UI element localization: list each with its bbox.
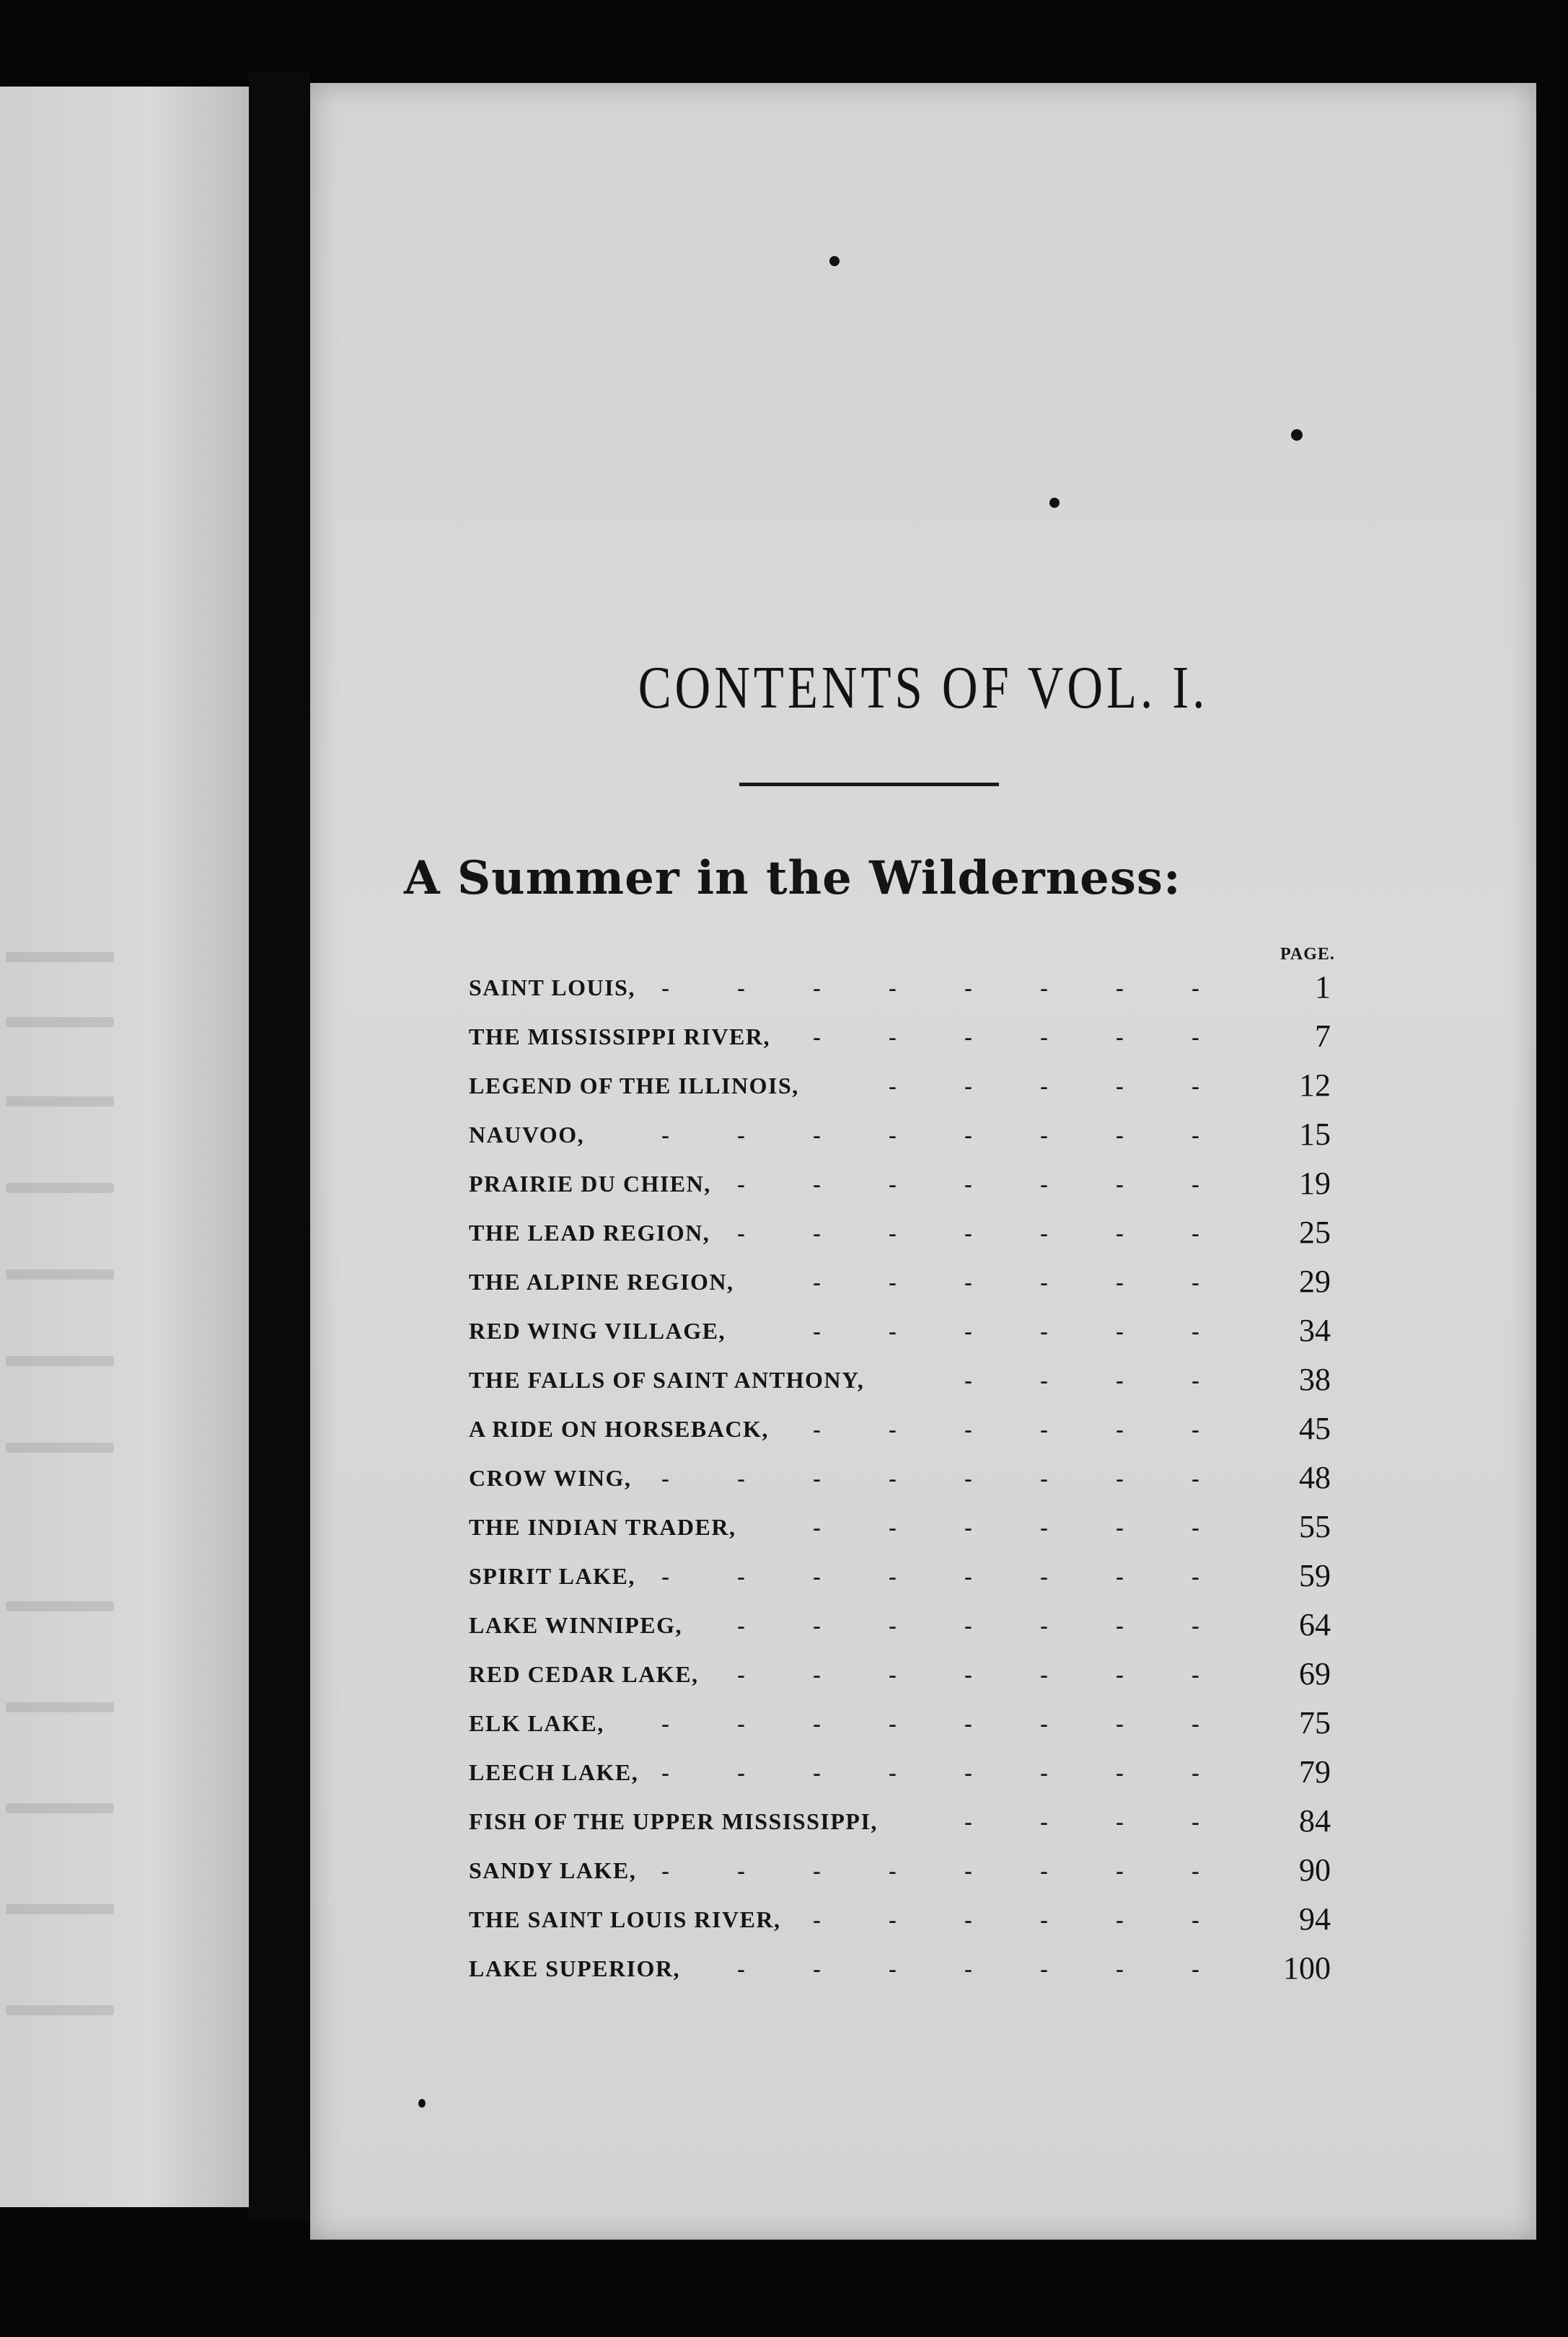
toc-entry: [469, 1748, 1331, 1797]
faint-text-line: [6, 1601, 114, 1611]
entry-page-number: 25: [1299, 1215, 1331, 1250]
faint-text-line: [6, 1803, 114, 1813]
toc-entry: [469, 1699, 1331, 1748]
entry-page-number: 19: [1299, 1166, 1331, 1201]
toc-entry: [469, 1650, 1331, 1699]
faint-text-line: [6, 1702, 114, 1712]
faint-text-line: [6, 1356, 114, 1366]
toc-entry: [469, 1846, 1331, 1895]
ink-speck: [829, 256, 840, 266]
toc-entry: [469, 1257, 1331, 1306]
entry-title: ELK LAKE,: [469, 1710, 604, 1736]
contents-list: [469, 963, 1331, 1993]
entry-title: CROW WING,: [469, 1465, 632, 1491]
toc-entry: [469, 963, 1331, 1012]
toc-entry: [469, 1453, 1331, 1502]
entry-title: SPIRIT LAKE,: [469, 1563, 635, 1589]
facing-page-edge: [0, 87, 249, 2207]
entry-title: RED CEDAR LAKE,: [469, 1661, 699, 1687]
toc-entry: [469, 1895, 1331, 1944]
leader-dashes: - - - -: [964, 1808, 1199, 1834]
faint-text-line: [6, 1183, 114, 1193]
entry-page-number: 94: [1299, 1901, 1331, 1937]
toc-entry: [469, 1355, 1331, 1404]
faint-text-line: [6, 952, 114, 962]
entry-title: RED WING VILLAGE,: [469, 1318, 726, 1344]
entry-page-number: 7: [1315, 1018, 1331, 1054]
entry-title: THE INDIAN TRADER,: [469, 1514, 736, 1540]
faint-text-line: [6, 1443, 114, 1453]
leader-dashes: - - - - - - -: [737, 1661, 1199, 1687]
toc-entry: [469, 1552, 1331, 1601]
toc-entry: [469, 1797, 1331, 1846]
toc-entry: [469, 1944, 1331, 1993]
ink-speck: [418, 2099, 426, 2108]
entry-page-number: 69: [1299, 1656, 1331, 1691]
entry-title: LEECH LAKE,: [469, 1759, 639, 1785]
entry-page-number: 12: [1299, 1068, 1331, 1103]
title-rule: [739, 783, 999, 786]
toc-entry: [469, 1404, 1331, 1453]
entry-title: THE LEAD REGION,: [469, 1220, 710, 1246]
page-column-label: PAGE.: [1280, 945, 1335, 964]
entry-page-number: 1: [1315, 969, 1331, 1005]
toc-entry: [469, 1502, 1331, 1552]
entry-title: THE FALLS OF SAINT ANTHONY,: [469, 1367, 865, 1393]
entry-title: A RIDE ON HORSEBACK,: [469, 1416, 769, 1442]
toc-entry: [469, 1012, 1331, 1061]
leader-dashes: - - - - - -: [813, 1318, 1199, 1344]
leader-dashes: - - - - - - -: [737, 1220, 1199, 1246]
page-title: CONTENTS OF VOL. I.: [638, 654, 1209, 721]
toc-entry: [469, 1159, 1331, 1208]
entry-title: FISH OF THE UPPER MISSISSIPPI,: [469, 1808, 878, 1834]
entry-title: LEGEND OF THE ILLINOIS,: [469, 1073, 799, 1099]
faint-text-line: [6, 1096, 114, 1106]
leader-dashes: - - - - - - - -: [661, 1710, 1199, 1736]
toc-entry: [469, 1306, 1331, 1355]
entry-title: LAKE SUPERIOR,: [469, 1955, 681, 1981]
entry-page-number: 15: [1299, 1117, 1331, 1152]
faint-text-line: [6, 1017, 114, 1027]
contents-page: [310, 83, 1536, 2240]
entry-title: LAKE WINNIPEG,: [469, 1612, 683, 1638]
entry-page-number: 64: [1299, 1607, 1331, 1642]
entry-title: THE ALPINE REGION,: [469, 1269, 734, 1295]
entry-title: NAUVOO,: [469, 1122, 585, 1148]
leader-dashes: - - - - - - -: [737, 1612, 1199, 1638]
leader-dashes: - - - - - -: [813, 1514, 1199, 1540]
entry-page-number: 75: [1299, 1705, 1331, 1740]
entry-title: SANDY LAKE,: [469, 1857, 637, 1883]
faint-text-line: [6, 1269, 114, 1280]
leader-dashes: - - - - - - -: [737, 1955, 1199, 1981]
leader-dashes: - - - - - -: [813, 1269, 1199, 1295]
leader-dashes: - - - - - -: [813, 1024, 1199, 1049]
entry-page-number: 55: [1299, 1509, 1331, 1544]
entry-page-number: 29: [1299, 1264, 1331, 1299]
toc-entry: [469, 1601, 1331, 1650]
faint-text-line: [6, 2005, 114, 2015]
entry-page-number: 100: [1283, 1950, 1331, 1986]
entry-title: PRAIRIE DU CHIEN,: [469, 1171, 711, 1197]
entry-page-number: 79: [1299, 1754, 1331, 1790]
entry-title: THE SAINT LOUIS RIVER,: [469, 1906, 781, 1932]
entry-page-number: 48: [1299, 1460, 1331, 1495]
entry-page-number: 90: [1299, 1852, 1331, 1888]
book-gutter: [249, 72, 310, 2222]
leader-dashes: - - - - - - -: [737, 1171, 1199, 1197]
entry-title: THE MISSISSIPPI RIVER,: [469, 1024, 770, 1049]
faint-text-line: [6, 1904, 114, 1914]
leader-dashes: - - - -: [964, 1367, 1199, 1393]
entry-title: SAINT LOUIS,: [469, 974, 635, 1000]
leader-dashes: - - - - - - - -: [661, 1465, 1199, 1491]
entry-page-number: 38: [1299, 1362, 1331, 1397]
leader-dashes: - - - - - - - -: [661, 1122, 1199, 1148]
leader-dashes: - - - - -: [889, 1073, 1199, 1099]
ink-speck: [1291, 429, 1303, 441]
leader-dashes: - - - - - - - -: [661, 1759, 1199, 1785]
toc-entry: [469, 1208, 1331, 1257]
leader-dashes: - - - - - - - -: [661, 1563, 1199, 1589]
toc-entry: [469, 1110, 1331, 1159]
entry-page-number: 84: [1299, 1803, 1331, 1839]
leader-dashes: - - - - - -: [813, 1906, 1199, 1932]
entry-page-number: 45: [1299, 1411, 1331, 1446]
leader-dashes: - - - - - - - -: [661, 1857, 1199, 1883]
toc-entry: [469, 1061, 1331, 1110]
ink-speck: [1049, 498, 1060, 508]
entry-page-number: 59: [1299, 1558, 1331, 1593]
entry-page-number: 34: [1299, 1313, 1331, 1348]
section-title: A Summer in the Wilderness:: [404, 851, 1181, 905]
leader-dashes: - - - - - -: [813, 1416, 1199, 1442]
leader-dashes: - - - - - - - -: [661, 974, 1199, 1000]
